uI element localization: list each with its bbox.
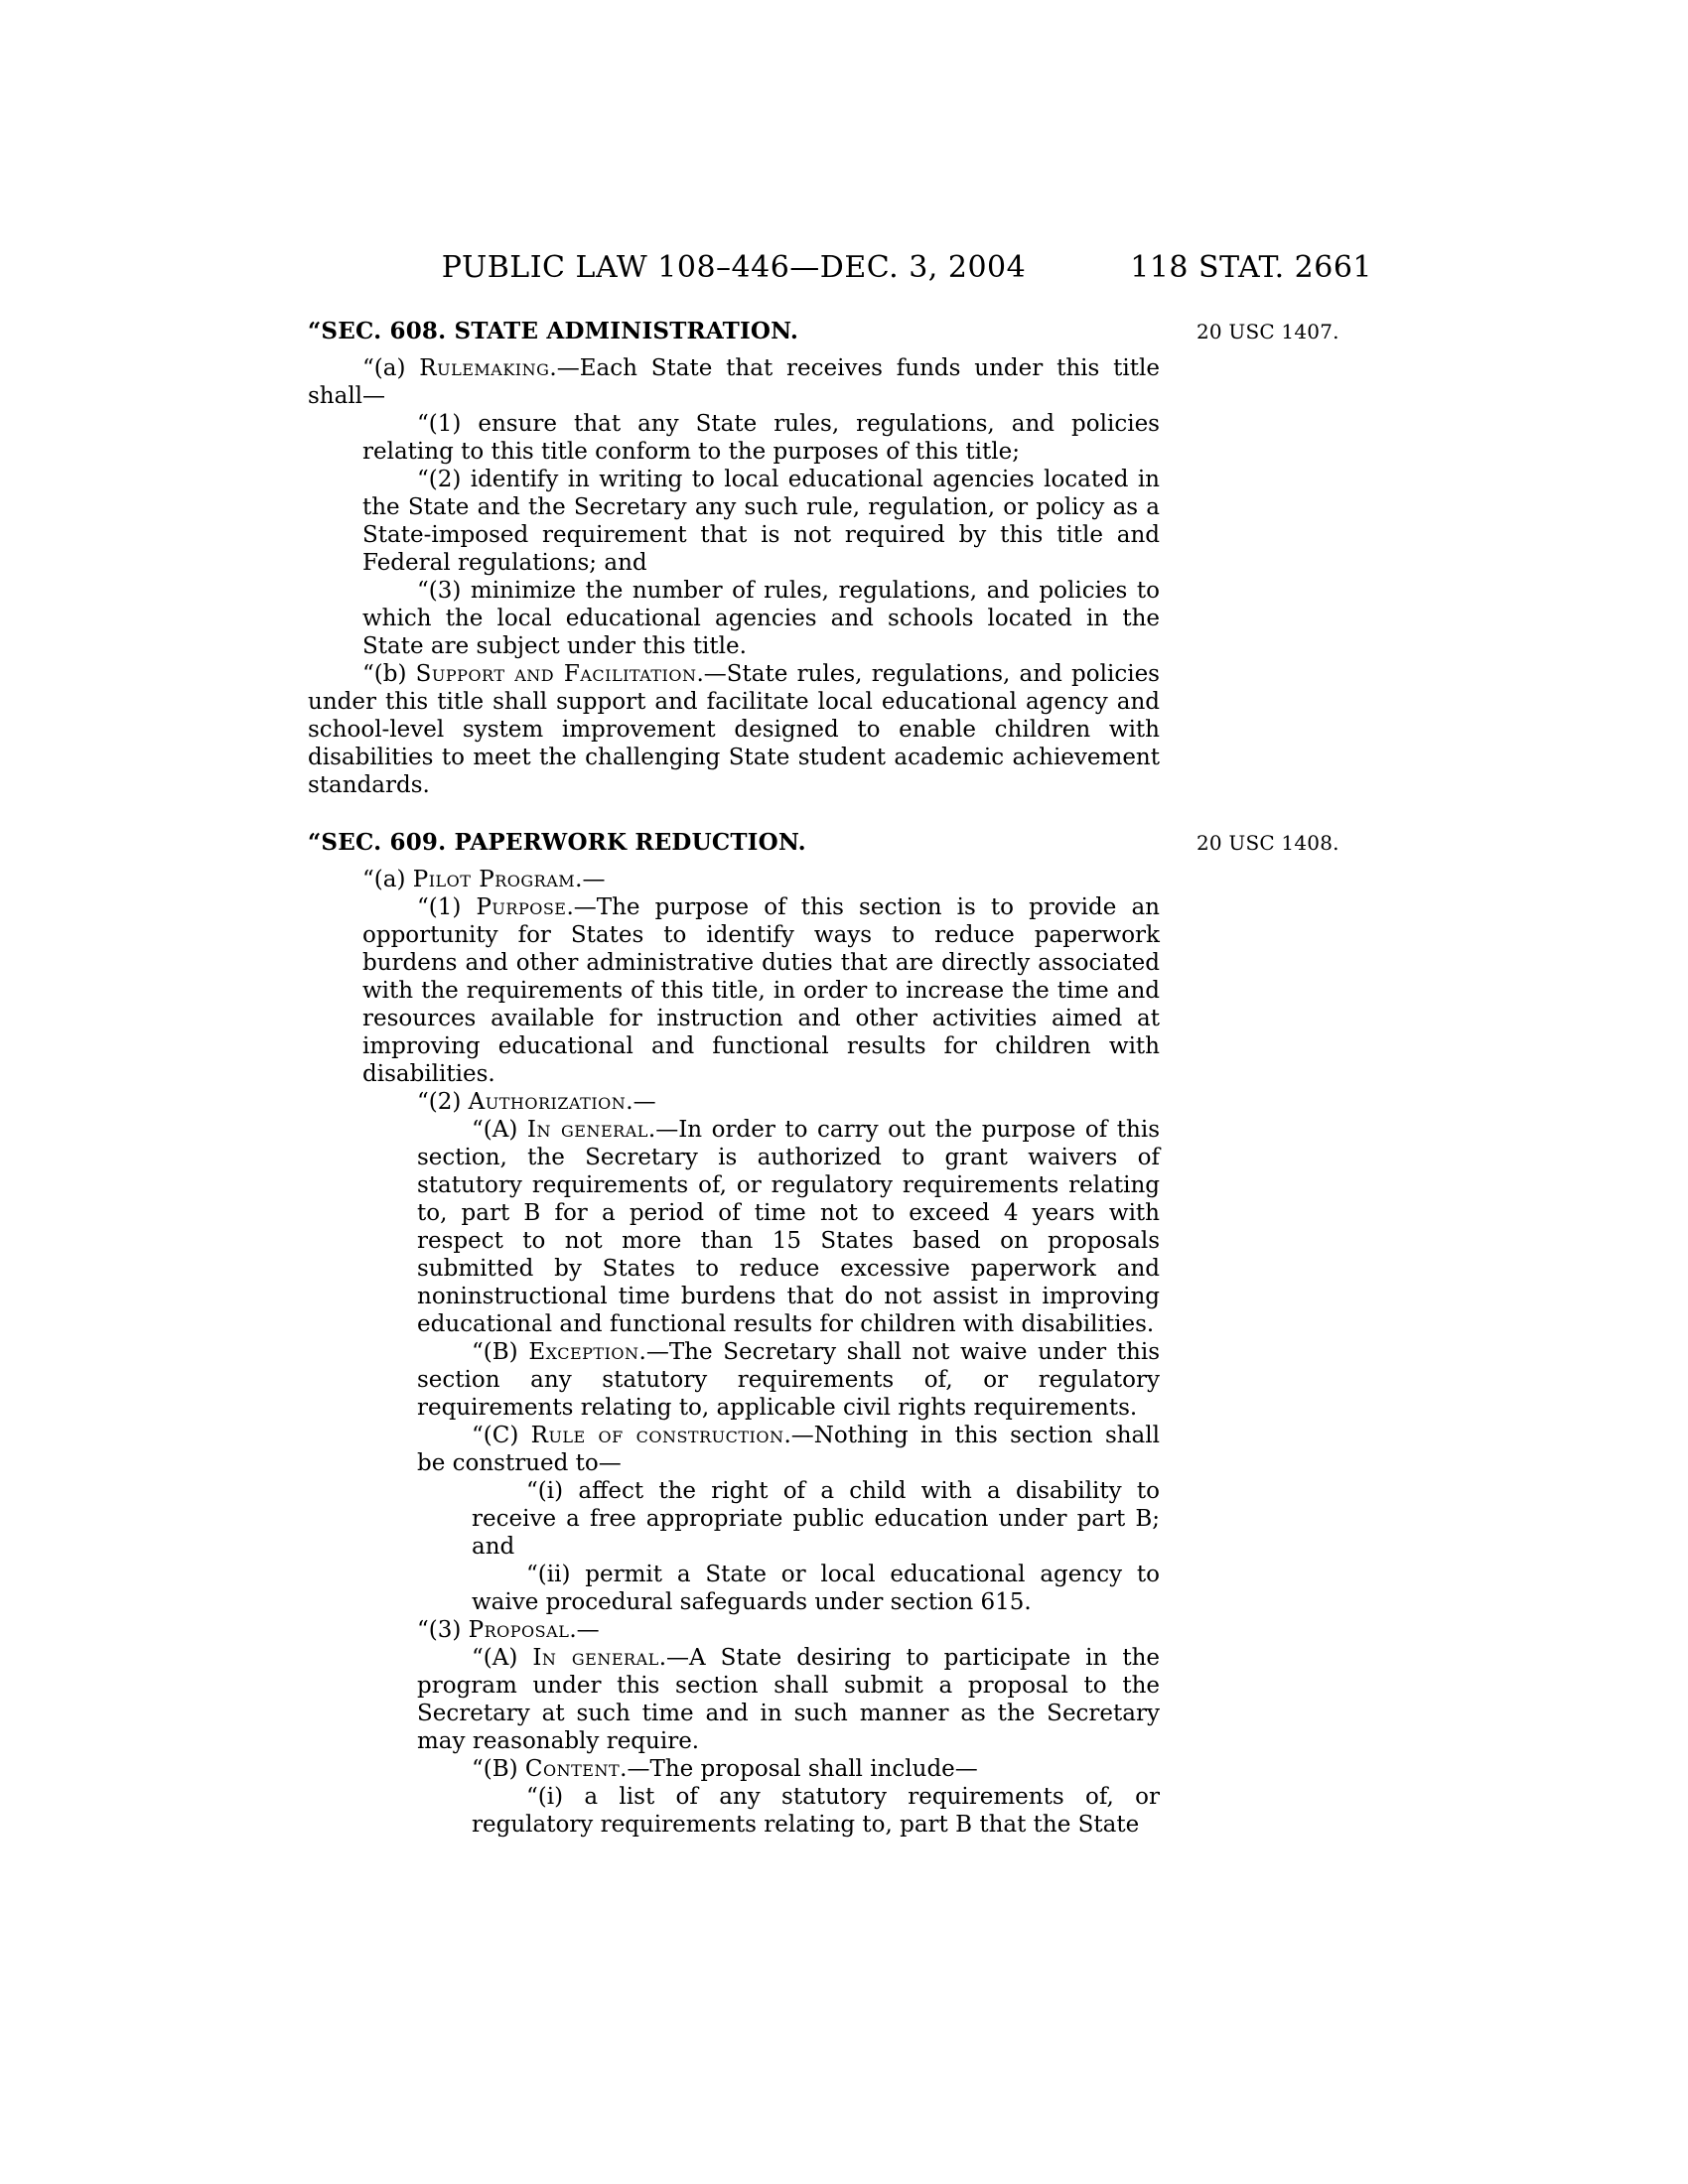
section-heading: “SEC. 608. STATE ADMINISTRATION. 20 USC 1407. [308, 318, 1160, 345]
statute-paragraph [308, 1116, 1160, 1338]
text-run: “(A) [472, 1117, 527, 1143]
text-run: .— [575, 867, 606, 892]
text-run: “(i) a list of any statutory requirements of, or regulatory requirements relating to, part B that the State [472, 1784, 1160, 1838]
text-run: “(a) [362, 355, 420, 381]
statute-paragraph [308, 1755, 1160, 1783]
text-run: “(2) [417, 1089, 469, 1115]
small-caps-run: Proposal [468, 1617, 570, 1643]
small-caps-run: Pilot Program [412, 867, 576, 892]
statute-paragraph [308, 1561, 1160, 1616]
statute-paragraph [308, 893, 1160, 1088]
text-run: “(A) [472, 1645, 533, 1671]
statute-paragraph [308, 410, 1160, 466]
statute-paragraph [308, 866, 1160, 893]
small-caps-run: In general [532, 1645, 659, 1671]
statute-paragraph [308, 1616, 1160, 1644]
statute-paragraph [308, 1088, 1160, 1116]
text-run: .—A State desiring to participate in the program under this section shall submit a proposal to the Secretary at such time and in such manner as the Secretary may reasonably require. [417, 1645, 1160, 1754]
text-run: .—Each State that receives funds under this title shall— [308, 355, 1160, 409]
text-run: .—The purpose of this section is to provide an opportunity for States to identify ways to reduce paperwork burdens and other administrative duties that are directly associated with the requirements of this title, in order to increase the time and resources available for instruction and other activities aimed at improving educational and functional results for children with disabilities. [362, 894, 1160, 1087]
text-run: .—The Secretary shall not waive under this section any statutory requirements of, or regulatory requirements relating to, applicable civil rights requirements. [417, 1339, 1161, 1421]
text-run: .—Nothing in this section shall be construed to— [417, 1423, 1160, 1476]
text-run: .—State rules, regulations, and policies under this title shall support and facilitate local educational agency and school-level system improvement designed to enable children with disabilities to meet the challenging State student academic achievement standards. [308, 661, 1160, 798]
statute-paragraph [308, 1422, 1160, 1477]
small-caps-run: Support and Facilitation [415, 661, 697, 687]
section-heading: “SEC. 609. PAPERWORK REDUCTION. 20 USC 1408. [308, 829, 1160, 857]
statute-section [308, 318, 1339, 799]
statute-paragraph [308, 1644, 1160, 1755]
text-run: “(ii) permit a State or local educational agency to waive procedural safeguards under section 615. [472, 1562, 1160, 1615]
running-head-law-title: PUBLIC LAW 108–446—DEC. 3, 2004 [441, 250, 1027, 285]
text-run: “(1) ensure that any State rules, regulations, and policies relating to this title conform to the purposes of this title; [362, 411, 1160, 465]
running-head-stat-page-number: 118 STAT. 2661 [1130, 250, 1372, 285]
statute-paragraph [308, 466, 1160, 577]
statute-paragraph [308, 1783, 1160, 1839]
statute-body [308, 318, 1339, 1839]
text-run: .—In order to carry out the purpose of this section, the Secretary is authorized to grant waivers of statutory requirements of, or regulatory requirements relating to, part B for a period of time not to exceed 4 years with respect to not more than 15 States based on proposals submitted by States to reduce excessive paperwork and noninstructional time burdens that do not assist in improving educational and functional results for children with disabilities. [417, 1117, 1160, 1337]
text-run: “(2) identify in writing to local educational agencies located in the State and the Secretary any such rule, regulation, or policy as a State-imposed requirement that is not required by this title and Federal regulations; and [362, 467, 1160, 576]
text-run: “(b) [362, 661, 416, 687]
small-caps-run: Authorization [468, 1089, 627, 1115]
us-code-margin-note: 20 USC 1407. [1196, 320, 1339, 343]
statute-paragraph [308, 577, 1160, 660]
statute-paragraph [308, 354, 1160, 410]
small-caps-run: Purpose [476, 894, 567, 920]
statute-section [308, 829, 1339, 1839]
text-run: “(a) [362, 867, 413, 892]
small-caps-run: Rule of construction [530, 1423, 784, 1448]
text-run: .— [569, 1617, 600, 1643]
small-caps-run: Content [524, 1756, 621, 1782]
text-run: “(3) [417, 1617, 469, 1643]
small-caps-run: Rulemaking [419, 355, 550, 381]
statute-paragraph [308, 1477, 1160, 1561]
text-run: .— [626, 1089, 656, 1115]
text-run: “(C) [472, 1423, 531, 1448]
text-run: .—The proposal shall include— [620, 1756, 978, 1782]
text-run: “(B) [472, 1339, 529, 1365]
text-run: “(1) [417, 894, 477, 920]
statute-paragraph [308, 1338, 1160, 1422]
text-run: “(i) affect the right of a child with a disability to receive a free appropriate public education under part B; and [472, 1478, 1160, 1560]
text-run: “(B) [472, 1756, 525, 1782]
statute-paragraph [308, 660, 1160, 799]
small-caps-run: In general [526, 1117, 648, 1143]
us-code-margin-note: 20 USC 1408. [1196, 831, 1339, 855]
text-run: “(3) minimize the number of rules, regulations, and policies to which the local educational agencies and schools located in the State are subject under this title. [362, 578, 1160, 659]
small-caps-run: Exception [528, 1339, 639, 1365]
